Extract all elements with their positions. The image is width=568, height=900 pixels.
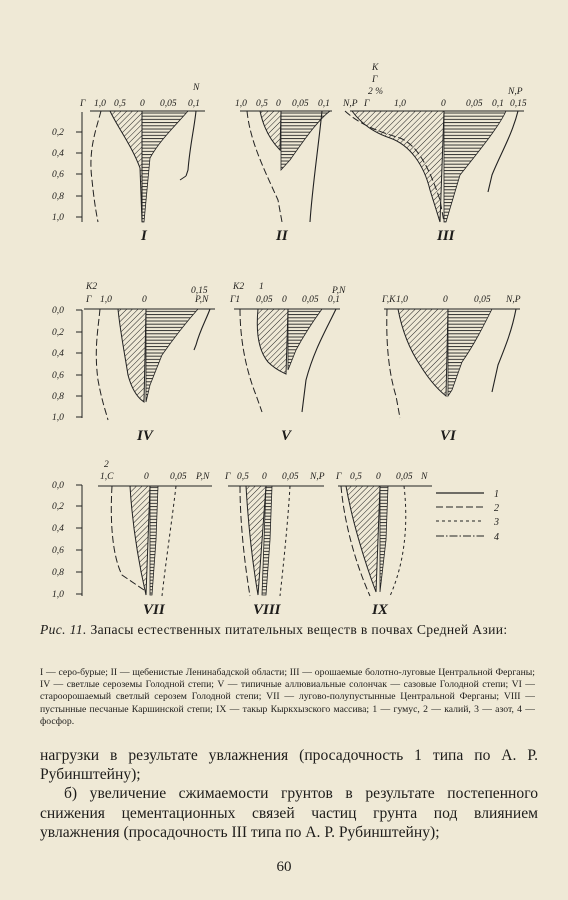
svg-text:0,2: 0,2 bbox=[52, 328, 64, 338]
panel-IX bbox=[335, 472, 432, 615]
svg-text:0: 0 bbox=[140, 99, 145, 109]
svg-text:0,5: 0,5 bbox=[350, 472, 362, 482]
svg-text:0,05: 0,05 bbox=[302, 295, 319, 305]
svg-text:P,N: P,N bbox=[332, 286, 346, 296]
depth-axis-row1 bbox=[76, 112, 82, 222]
svg-text:0,1: 0,1 bbox=[492, 99, 504, 109]
svg-text:0: 0 bbox=[441, 99, 446, 109]
svg-text:1,0: 1,0 bbox=[94, 99, 106, 109]
svg-text:Г,К: Г,К bbox=[382, 295, 396, 305]
svg-text:3: 3 bbox=[494, 517, 499, 528]
panel-IV bbox=[84, 282, 215, 444]
svg-text:0,05: 0,05 bbox=[170, 472, 187, 482]
svg-text:Г: Г bbox=[364, 99, 370, 109]
svg-text:0,6: 0,6 bbox=[52, 170, 64, 180]
figure-caption-text: Запасы естественных питательных веществ в почвах Средней Азии: bbox=[90, 622, 508, 637]
svg-text:P,N: P,N bbox=[195, 295, 209, 305]
svg-text:0: 0 bbox=[376, 472, 381, 482]
svg-text:0,5: 0,5 bbox=[237, 472, 249, 482]
svg-text:0,5: 0,5 bbox=[114, 99, 126, 109]
svg-text:0: 0 bbox=[276, 99, 281, 109]
svg-text:K2: K2 bbox=[233, 282, 245, 292]
panel-V bbox=[229, 282, 346, 444]
figure-legend-note: I — серо-бурые; II — щебенистые Ленинабадской области; III — орошаемые болотно-луговые Центральной Ферганы; IV — светлые сероземы Голодной степи; V — типичные аллювиальные солончак — сазовые Голодной степи; VI — староорошаемый светлый серозем Голодной степи; VII — лугово-полупустынные Центральной Ферганы; VIII — пустынные песчаные Каршинской степи; IX — такыр Кыркхызского массива; 1 — гумус, 2 — калий, 3 — азот, 4 — фосфор. bbox=[40, 667, 535, 727]
svg-text:II: II bbox=[276, 228, 288, 244]
svg-text:Г: Г bbox=[86, 295, 92, 305]
svg-text:I: I bbox=[141, 228, 147, 244]
svg-text:0: 0 bbox=[443, 295, 448, 305]
svg-text:N: N bbox=[193, 83, 200, 93]
svg-text:Г1: Г1 bbox=[230, 295, 241, 305]
svg-text:N,P: N,P bbox=[343, 99, 358, 109]
svg-text:0,5: 0,5 bbox=[256, 99, 268, 109]
svg-text:0,8: 0,8 bbox=[52, 192, 64, 202]
svg-text:1,0: 1,0 bbox=[52, 213, 64, 223]
svg-text:N: N bbox=[421, 472, 428, 482]
svg-text:4: 4 bbox=[494, 532, 499, 543]
panel-I bbox=[79, 83, 205, 244]
svg-text:2: 2 bbox=[104, 460, 109, 470]
svg-text:0,8: 0,8 bbox=[52, 392, 64, 402]
svg-text:1: 1 bbox=[494, 489, 499, 500]
svg-text:0,2: 0,2 bbox=[52, 128, 64, 138]
svg-text:0: 0 bbox=[142, 295, 147, 305]
svg-text:N,P: N,P bbox=[508, 87, 523, 97]
svg-text:0,2: 0,2 bbox=[52, 502, 64, 512]
svg-text:0,05: 0,05 bbox=[292, 99, 309, 109]
svg-text:0,0: 0,0 bbox=[52, 481, 64, 491]
svg-text:0,15: 0,15 bbox=[510, 99, 527, 109]
svg-text:0,05: 0,05 bbox=[282, 472, 299, 482]
svg-text:0,1: 0,1 bbox=[328, 295, 340, 305]
depth-axis-row2 bbox=[76, 310, 82, 418]
svg-text:0,05: 0,05 bbox=[160, 99, 177, 109]
svg-text:K2: K2 bbox=[86, 282, 98, 292]
svg-text:0,8: 0,8 bbox=[52, 568, 64, 578]
figure-number: Рис. 11. bbox=[40, 622, 87, 637]
svg-text:0,1: 0,1 bbox=[188, 99, 200, 109]
svg-text:0,4: 0,4 bbox=[52, 349, 64, 359]
svg-text:0,05: 0,05 bbox=[466, 99, 483, 109]
svg-text:1,С: 1,С bbox=[100, 472, 114, 482]
svg-text:Г: Г bbox=[336, 472, 342, 482]
panel-VI bbox=[381, 295, 521, 444]
svg-text:IX: IX bbox=[372, 602, 388, 615]
paragraph-continuation: нагрузки в результате увлажнения (просадочность 1 типа по А. Р. Рубинштейну); bbox=[40, 747, 538, 784]
svg-text:0: 0 bbox=[282, 295, 287, 305]
svg-text:Г: Г bbox=[80, 99, 86, 109]
depth-axis-row3 bbox=[76, 485, 82, 596]
svg-text:III: III bbox=[437, 228, 455, 244]
svg-text:0,05: 0,05 bbox=[256, 295, 273, 305]
panel-VIII bbox=[224, 472, 325, 615]
svg-text:1,0: 1,0 bbox=[52, 413, 64, 423]
panel-II bbox=[235, 99, 332, 244]
svg-text:0,4: 0,4 bbox=[52, 149, 64, 159]
svg-text:0,0: 0,0 bbox=[52, 306, 64, 316]
svg-text:2: 2 bbox=[494, 503, 499, 514]
svg-text:0,05: 0,05 bbox=[474, 295, 491, 305]
svg-text:N,P: N,P bbox=[506, 295, 521, 305]
svg-text:VI: VI bbox=[440, 428, 456, 444]
page-number: 60 bbox=[276, 859, 292, 875]
svg-text:1,0: 1,0 bbox=[52, 590, 64, 600]
figure-caption bbox=[40, 621, 535, 638]
svg-text:0,6: 0,6 bbox=[52, 371, 64, 381]
panel-VII bbox=[98, 460, 212, 615]
svg-text:0,05: 0,05 bbox=[396, 472, 413, 482]
svg-text:0,4: 0,4 bbox=[52, 524, 64, 534]
svg-text:0: 0 bbox=[144, 472, 149, 482]
svg-text:1,0: 1,0 bbox=[396, 295, 408, 305]
body-text bbox=[40, 746, 538, 842]
svg-text:2 %: 2 % bbox=[368, 87, 384, 97]
svg-text:VIII: VIII bbox=[253, 602, 281, 615]
svg-text:1,0: 1,0 bbox=[235, 99, 247, 109]
depth-tick-labels bbox=[52, 128, 64, 600]
svg-text:V: V bbox=[281, 428, 292, 444]
svg-text:1,0: 1,0 bbox=[100, 295, 112, 305]
svg-text:N,P: N,P bbox=[310, 472, 325, 482]
svg-text:K: K bbox=[372, 63, 379, 73]
svg-text:Г: Г bbox=[372, 75, 378, 85]
svg-text:VII: VII bbox=[143, 602, 165, 615]
svg-text:1: 1 bbox=[259, 282, 264, 292]
svg-text:Г: Г bbox=[225, 472, 231, 482]
svg-text:1,0: 1,0 bbox=[394, 99, 406, 109]
figure-legend bbox=[436, 489, 499, 543]
svg-text:IV: IV bbox=[137, 428, 153, 444]
svg-text:0,15: 0,15 bbox=[191, 286, 208, 296]
svg-text:0: 0 bbox=[262, 472, 267, 482]
svg-text:0,1: 0,1 bbox=[318, 99, 330, 109]
paragraph-b: б) увеличение сжимаемости грунтов в результате постепенного снижения цементационных связей частиц грунта под влиянием увлажнения (просадочность III типа по А. Р. Рубинштейну); bbox=[40, 785, 538, 841]
panel-III bbox=[342, 63, 527, 244]
svg-text:0,6: 0,6 bbox=[52, 546, 64, 556]
svg-text:P,N: P,N bbox=[196, 472, 210, 482]
